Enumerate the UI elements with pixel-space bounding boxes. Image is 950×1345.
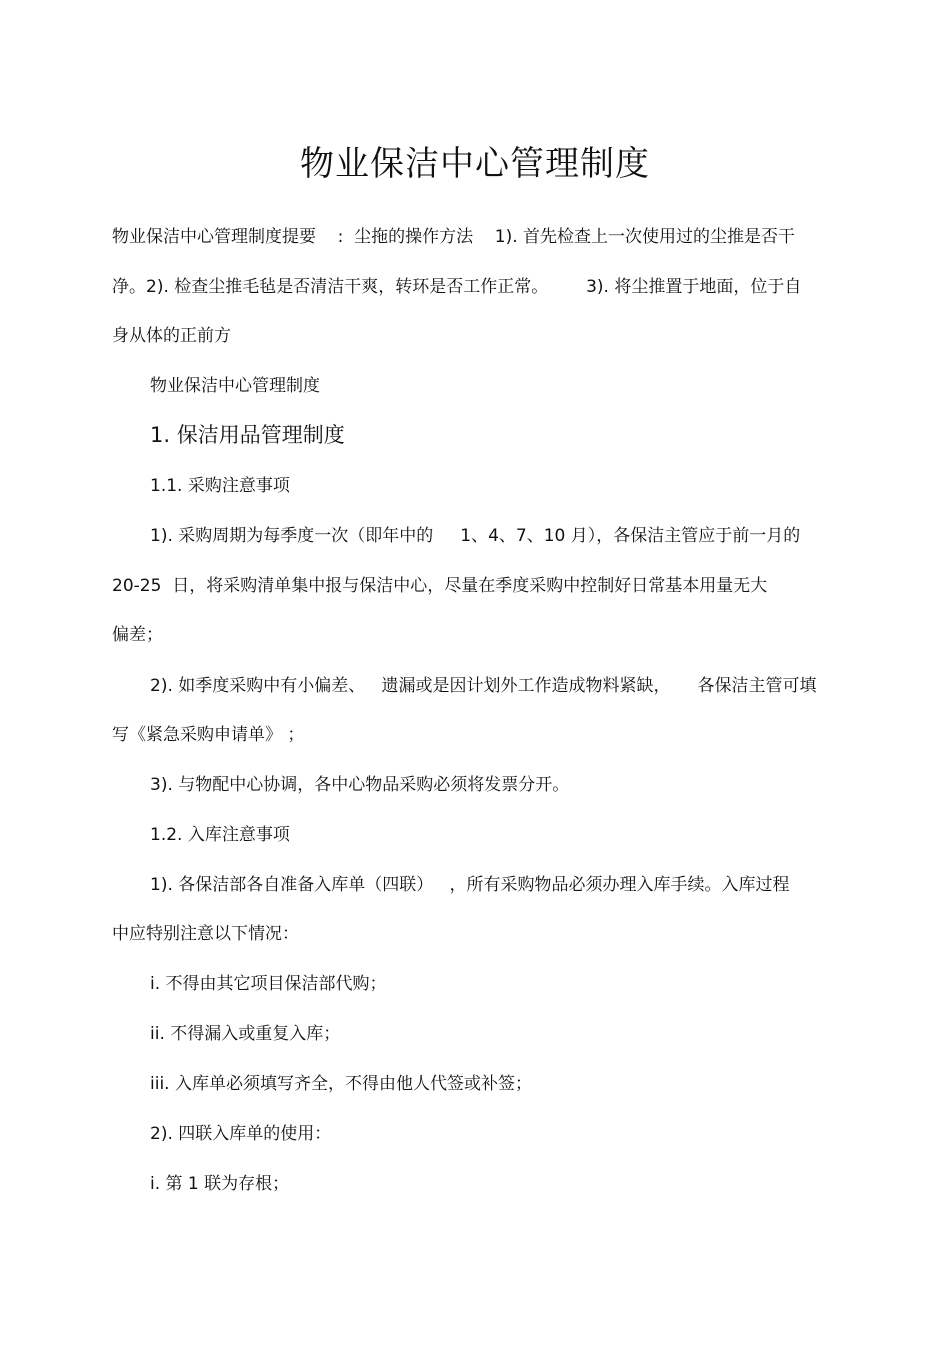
- s12-item1-line2: 中应特别注意以下情况：: [112, 924, 299, 944]
- document-subtitle: 物业保洁中心管理制度: [150, 376, 320, 396]
- s12-item2-sub-i: i. 第 1 联为存根；: [150, 1174, 290, 1194]
- s11-item1-line2: 20-25 日，将采购清单集中报与保洁中心，尽量在季度采购中控制好日常基本用量无大: [112, 576, 768, 596]
- s11-item3: 3). 与物配中心协调，各中心物品采购必须将发票分开。: [150, 775, 570, 795]
- s12-item2: 2). 四联入库单的使用：: [150, 1124, 332, 1144]
- s12-sub-ii: ii. 不得漏入或重复入库；: [150, 1024, 341, 1044]
- summary-line-3: 身从体的正前方: [112, 326, 231, 346]
- s12-item1-line1: 1). 各保洁部各自准备入库单（四联） ，所有采购物品必须办理入库手续。入库过程: [150, 875, 790, 895]
- s12-sub-i: i. 不得由其它项目保洁部代购；: [150, 974, 387, 994]
- s12-sub-iii: iii. 入库单必须填写齐全，不得由他人代签或补签；: [150, 1074, 532, 1094]
- summary-line-2: 净。2). 检查尘推毛毡是否清洁干爽，转环是否工作正常。 3). 将尘推置于地面，位于自: [112, 277, 802, 297]
- s11-item1-line1: 1). 采购周期为每季度一次（即年中的 1、4、7、10 月），各保洁主管应于前一月的: [150, 526, 801, 546]
- section-1-2-heading: 1.2. 入库注意事项: [150, 825, 290, 845]
- s11-item2-line1: 2). 如季度采购中有小偏差、 遗漏或是因计划外工作造成物料紧缺， 各保洁主管可填: [150, 676, 817, 696]
- document-title: 物业保洁中心管理制度: [300, 144, 650, 184]
- section-1-heading: 1. 保洁用品管理制度: [150, 423, 345, 447]
- section-1-1-heading: 1.1. 采购注意事项: [150, 476, 290, 496]
- s11-item1-line3: 偏差；: [112, 625, 163, 645]
- s11-item2-line2: 写《紧急采购申请单》 ；: [112, 725, 305, 745]
- summary-line-1: 物业保洁中心管理制度提要 : 尘拖的操作方法 1). 首先检查上一次使用过的尘推是否干: [112, 227, 796, 247]
